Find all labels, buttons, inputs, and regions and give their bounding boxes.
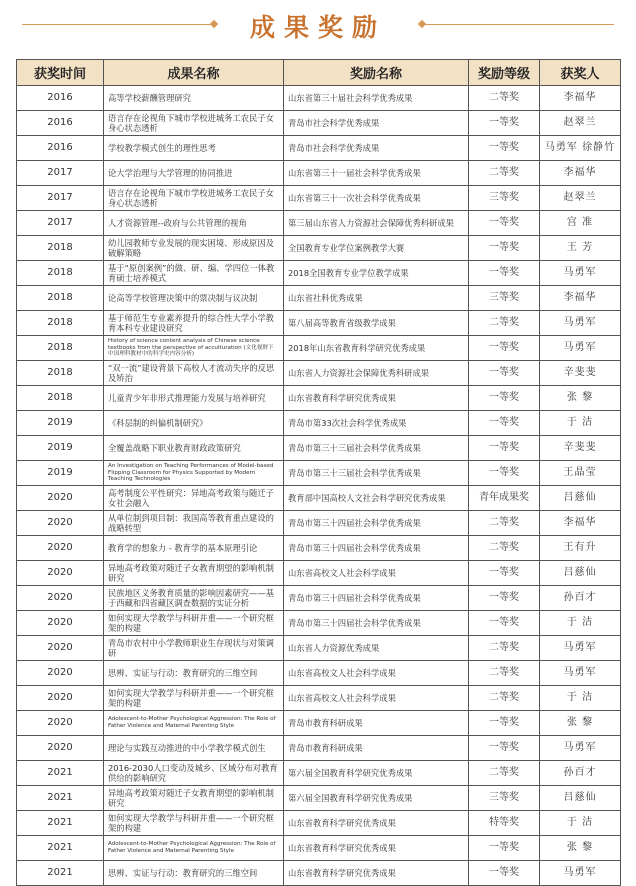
award-level: 一等奖 <box>469 361 540 386</box>
award-year: 2017 <box>17 186 104 211</box>
achievement-name: 从单位制到项目制：我国高等教育重点建设的战略转型 <box>104 511 284 536</box>
award-level: 一等奖 <box>469 586 540 611</box>
award-winner: 辛斐斐 <box>540 361 621 386</box>
table-row <box>17 186 621 211</box>
achievement-name: 论高等学校管理决策中的票决制与议决制 <box>104 286 284 311</box>
award-year: 2019 <box>17 436 104 461</box>
award-name: 青岛市第三十三届社会科学优秀成果 <box>284 436 469 461</box>
award-year: 2016 <box>17 111 104 136</box>
col-header-year: 获奖时间 <box>17 60 104 86</box>
achievement-name: 异地高考政策对随迁子女教育期望的影响机制研究 <box>104 786 284 811</box>
award-winner: 马勇军 <box>540 311 621 336</box>
table-row <box>17 711 621 736</box>
award-name: 第六届全国教育科学研究优秀成果 <box>284 786 469 811</box>
award-name: 青岛市教育科研成果 <box>284 736 469 761</box>
table-row <box>17 86 621 111</box>
award-level: 一等奖 <box>469 861 540 886</box>
achievement-name: 论大学治理与大学管理的协同推进 <box>104 161 284 186</box>
award-name: 青岛市第三十三届社会科学优秀成果 <box>284 461 469 486</box>
award-level: 一等奖 <box>469 386 540 411</box>
award-level: 二等奖 <box>469 86 540 111</box>
award-winner: 于 洁 <box>540 686 621 711</box>
table-row <box>17 811 621 836</box>
award-name: 山东省教育科学研究优秀成果 <box>284 811 469 836</box>
award-winner: 赵翠兰 <box>540 111 621 136</box>
table-row <box>17 861 621 886</box>
award-name: 山东省人力资源优秀成果 <box>284 636 469 661</box>
achievement-name: 如何实现大学教学与科研并重——一个研究框架的构建 <box>104 611 284 636</box>
award-winner: 宫 准 <box>540 211 621 236</box>
achievement-name: 如何实现大学教学与科研并重——一个研究框架的构建 <box>104 686 284 711</box>
award-name: 青岛市第33次社会科学优秀成果 <box>284 411 469 436</box>
table-row <box>17 261 621 286</box>
award-year: 2020 <box>17 636 104 661</box>
table-row <box>17 586 621 611</box>
award-level: 特等奖 <box>469 811 540 836</box>
table-row <box>17 511 621 536</box>
award-winner: 马勇军 徐静竹 <box>540 136 621 161</box>
award-level: 一等奖 <box>469 436 540 461</box>
award-winner: 张 黎 <box>540 836 621 861</box>
achievement-name: 青岛市农村中小学教师职业生存现状与对策调研 <box>104 636 284 661</box>
award-year: 2021 <box>17 761 104 786</box>
award-winner: 于 洁 <box>540 611 621 636</box>
award-name: 教育部中国高校人文社会科学研究优秀成果 <box>284 486 469 511</box>
award-winner: 张 黎 <box>540 711 621 736</box>
col-header-winner: 获奖人 <box>540 60 621 86</box>
award-name: 青岛市社会科学优秀成果 <box>284 136 469 161</box>
achievement-name: 儿童青少年非形式推理能力发展与培养研究 <box>104 386 284 411</box>
award-winner: 孙百才 <box>540 761 621 786</box>
award-name: 2018年山东省教育科学研究优秀成果 <box>284 336 469 361</box>
award-year: 2017 <box>17 211 104 236</box>
award-level: 三等奖 <box>469 786 540 811</box>
achievement-name: Adolescent-to-Mother Psychological Aggression: The Role of Father Violence and Maternal Parenting Style <box>104 836 284 861</box>
award-name: 第三届山东省人力资源社会保障优秀科研成果 <box>284 211 469 236</box>
achievement-name: 基于“原创案例”的做、研、编、学四位一体教育硕士培养模式 <box>104 261 284 286</box>
award-name: 青岛市第三十四届社会科学优秀成果 <box>284 511 469 536</box>
award-level: 二等奖 <box>469 761 540 786</box>
award-name: 全国教育专业学位案例教学大赛 <box>284 236 469 261</box>
achievement-name: 异地高考政策对随迁子女教育期望的影响机制研究 <box>104 561 284 586</box>
award-name: 山东省第三十一届社会科学优秀成果 <box>284 161 469 186</box>
award-name: 青岛市第三十四届社会科学优秀成果 <box>284 586 469 611</box>
award-year: 2018 <box>17 386 104 411</box>
award-year: 2020 <box>17 586 104 611</box>
award-winner: 马勇军 <box>540 261 621 286</box>
award-winner: 马勇军 <box>540 661 621 686</box>
award-year: 2021 <box>17 811 104 836</box>
award-winner: 吕慈仙 <box>540 786 621 811</box>
achievement-name: 思辨、实证与行动：教育研究的三维空间 <box>104 861 284 886</box>
award-year: 2021 <box>17 861 104 886</box>
achievement-name: 人才资源管理--政府与公共管理的视角 <box>104 211 284 236</box>
award-year: 2020 <box>17 561 104 586</box>
award-level: 青年成果奖 <box>469 486 540 511</box>
award-name: 青岛市社会科学优秀成果 <box>284 111 469 136</box>
award-name: 山东省高校文人社会科学成果 <box>284 661 469 686</box>
award-year: 2020 <box>17 686 104 711</box>
table-row <box>17 736 621 761</box>
award-level: 二等奖 <box>469 161 540 186</box>
award-level: 二等奖 <box>469 661 540 686</box>
award-winner: 李福华 <box>540 511 621 536</box>
achievement-name: 思辨、实证与行动：教育研究的三维空间 <box>104 661 284 686</box>
award-level: 一等奖 <box>469 261 540 286</box>
award-level: 三等奖 <box>469 186 540 211</box>
award-winner: 张 黎 <box>540 386 621 411</box>
award-winner: 马勇军 <box>540 336 621 361</box>
achievement-name: 《科层制的纠偏机制研究》 <box>104 411 284 436</box>
table-row <box>17 211 621 236</box>
award-level: 一等奖 <box>469 411 540 436</box>
award-name: 山东省教育科学研究优秀成果 <box>284 861 469 886</box>
award-level: 一等奖 <box>469 561 540 586</box>
award-year: 2018 <box>17 236 104 261</box>
achievement-name: 如何实现大学教学与科研并重——一个研究框架的构建 <box>104 811 284 836</box>
table-row <box>17 561 621 586</box>
award-year: 2019 <box>17 411 104 436</box>
table-row <box>17 436 621 461</box>
award-winner: 马勇军 <box>540 736 621 761</box>
award-level: 三等奖 <box>469 286 540 311</box>
award-winner: 李福华 <box>540 286 621 311</box>
award-year: 2019 <box>17 461 104 486</box>
table-body <box>17 86 621 886</box>
award-level: 一等奖 <box>469 136 540 161</box>
award-winner: 马勇军 <box>540 636 621 661</box>
award-winner: 吕慈仙 <box>540 486 621 511</box>
award-name: 青岛市教育科研成果 <box>284 711 469 736</box>
award-level: 二等奖 <box>469 536 540 561</box>
award-winner: 辛斐斐 <box>540 436 621 461</box>
achievement-name: 教育学的想象力 - 教育学的基本原理引论 <box>104 536 284 561</box>
award-year: 2020 <box>17 736 104 761</box>
award-level: 一等奖 <box>469 236 540 261</box>
table-header-row <box>17 60 621 86</box>
award-name: 山东省第三十届社会科学优秀成果 <box>284 86 469 111</box>
award-name: 山东省高校文人社会科学成果 <box>284 686 469 711</box>
award-year: 2018 <box>17 311 104 336</box>
table-row <box>17 111 621 136</box>
award-name: 山东省社科优秀成果 <box>284 286 469 311</box>
table-row <box>17 236 621 261</box>
award-level: 一等奖 <box>469 836 540 861</box>
award-year: 2016 <box>17 86 104 111</box>
award-name: 青岛市第三十四届社会科学优秀成果 <box>284 611 469 636</box>
col-header-achievement: 成果名称 <box>104 60 284 86</box>
award-winner: 李福华 <box>540 161 621 186</box>
award-name: 山东省教育科学研究优秀成果 <box>284 386 469 411</box>
award-level: 二等奖 <box>469 511 540 536</box>
table-row <box>17 361 621 386</box>
award-level: 一等奖 <box>469 336 540 361</box>
achievement-name: 语言存在论视角下城市学校进城务工农民子女身心状态透析 <box>104 186 284 211</box>
achievement-name: 学校教学模式创生的理性思考 <box>104 136 284 161</box>
award-name: 青岛市第三十四届社会科学优秀成果 <box>284 536 469 561</box>
page-header <box>0 0 636 58</box>
award-level: 一等奖 <box>469 111 540 136</box>
table-row <box>17 836 621 861</box>
award-winner: 吕慈仙 <box>540 561 621 586</box>
title-ornament-right <box>422 24 614 25</box>
table-row <box>17 386 621 411</box>
award-winner: 于 洁 <box>540 811 621 836</box>
award-level: 一等奖 <box>469 461 540 486</box>
award-level: 一等奖 <box>469 211 540 236</box>
table-row <box>17 136 621 161</box>
achievement-name: 高等学校薪酬管理研究 <box>104 86 284 111</box>
award-level: 二等奖 <box>469 311 540 336</box>
achievement-name: 全覆盖战略下职业教育财政政策研究 <box>104 436 284 461</box>
award-year: 2021 <box>17 836 104 861</box>
achievement-name: 高考制度公平性研究：异地高考政策与随迁子女社会融入 <box>104 486 284 511</box>
award-winner: 孙百才 <box>540 586 621 611</box>
page-title: 成果奖励 <box>249 13 386 42</box>
award-winner: 王 芳 <box>540 236 621 261</box>
award-level: 一等奖 <box>469 736 540 761</box>
award-year: 2018 <box>17 261 104 286</box>
award-year: 2020 <box>17 536 104 561</box>
table-row <box>17 636 621 661</box>
table-row <box>17 411 621 436</box>
award-winner: 王有升 <box>540 536 621 561</box>
achievement-name: 基于师范生专业素养提升的综合性大学小学教育本科专业建设研究 <box>104 311 284 336</box>
award-name: 山东省教育科学研究优秀成果 <box>284 836 469 861</box>
award-winner: 李福华 <box>540 86 621 111</box>
award-name: 第六届全国教育科学研究优秀成果 <box>284 761 469 786</box>
award-level: 一等奖 <box>469 611 540 636</box>
award-name: 山东省高校文人社会科学成果 <box>284 561 469 586</box>
award-year: 2021 <box>17 786 104 811</box>
award-name: 2018全国教育专业学位教学成果 <box>284 261 469 286</box>
award-name: 山东省第三十一次社会科学优秀成果 <box>284 186 469 211</box>
awards-table <box>16 59 621 886</box>
achievement-name: An Investigation on Teaching Performances of Model-based Flipping Classroom for Physics Supported by Modern Teaching Technologies <box>104 461 284 486</box>
award-year: 2018 <box>17 361 104 386</box>
col-header-award: 奖励名称 <box>284 60 469 86</box>
award-winner: 王晶莹 <box>540 461 621 486</box>
award-winner: 于 洁 <box>540 411 621 436</box>
award-name: 山东省人力资源社会保障优秀科研成果 <box>284 361 469 386</box>
table-row <box>17 461 621 486</box>
col-header-level: 奖励等级 <box>469 60 540 86</box>
achievement-name: 幼儿园教师专业发展的现实困境、形成原因及破解策略 <box>104 236 284 261</box>
table-row <box>17 611 621 636</box>
table-row <box>17 661 621 686</box>
award-level: 二等奖 <box>469 686 540 711</box>
award-year: 2018 <box>17 286 104 311</box>
award-year: 2020 <box>17 486 104 511</box>
award-winner: 马勇军 <box>540 861 621 886</box>
table-row <box>17 486 621 511</box>
award-year: 2020 <box>17 611 104 636</box>
award-name: 第八届高等教育省级教学成果 <box>284 311 469 336</box>
table-row <box>17 336 621 361</box>
table-row <box>17 311 621 336</box>
achievement-name: History of science content analysis of Chinese science textbooks from the perspective of acculturation (文化视野下中国理科教材中的科学史内容分析) <box>104 336 284 361</box>
achievement-name: 语言存在论视角下城市学校进城务工农民子女身心状态透析 <box>104 111 284 136</box>
table-row <box>17 686 621 711</box>
achievement-name: Adolescent-to-Mother Psychological Aggression: The Role of Father Violence and Maternal Parenting Style <box>104 711 284 736</box>
achievement-name: 理论与实践互动推进的中小学教学模式创生 <box>104 736 284 761</box>
award-level: 二等奖 <box>469 636 540 661</box>
table-row <box>17 786 621 811</box>
award-year: 2016 <box>17 136 104 161</box>
award-year: 2017 <box>17 161 104 186</box>
table-row <box>17 536 621 561</box>
achievement-name: 民族地区义务教育质量的影响因素研究——基于西藏和四省藏区调查数据的实证分析 <box>104 586 284 611</box>
award-year: 2020 <box>17 661 104 686</box>
table-row <box>17 161 621 186</box>
table-row <box>17 761 621 786</box>
award-year: 2018 <box>17 336 104 361</box>
table-row <box>17 286 621 311</box>
award-year: 2020 <box>17 511 104 536</box>
award-level: 一等奖 <box>469 711 540 736</box>
achievement-name: 2016-2030人口变动及城乡、区域分布对教育供给的影响研究 <box>104 761 284 786</box>
award-winner: 赵翠兰 <box>540 186 621 211</box>
award-year: 2020 <box>17 711 104 736</box>
achievement-name: “双一流”建设背景下高校人才流动失序的反思及矫治 <box>104 361 284 386</box>
